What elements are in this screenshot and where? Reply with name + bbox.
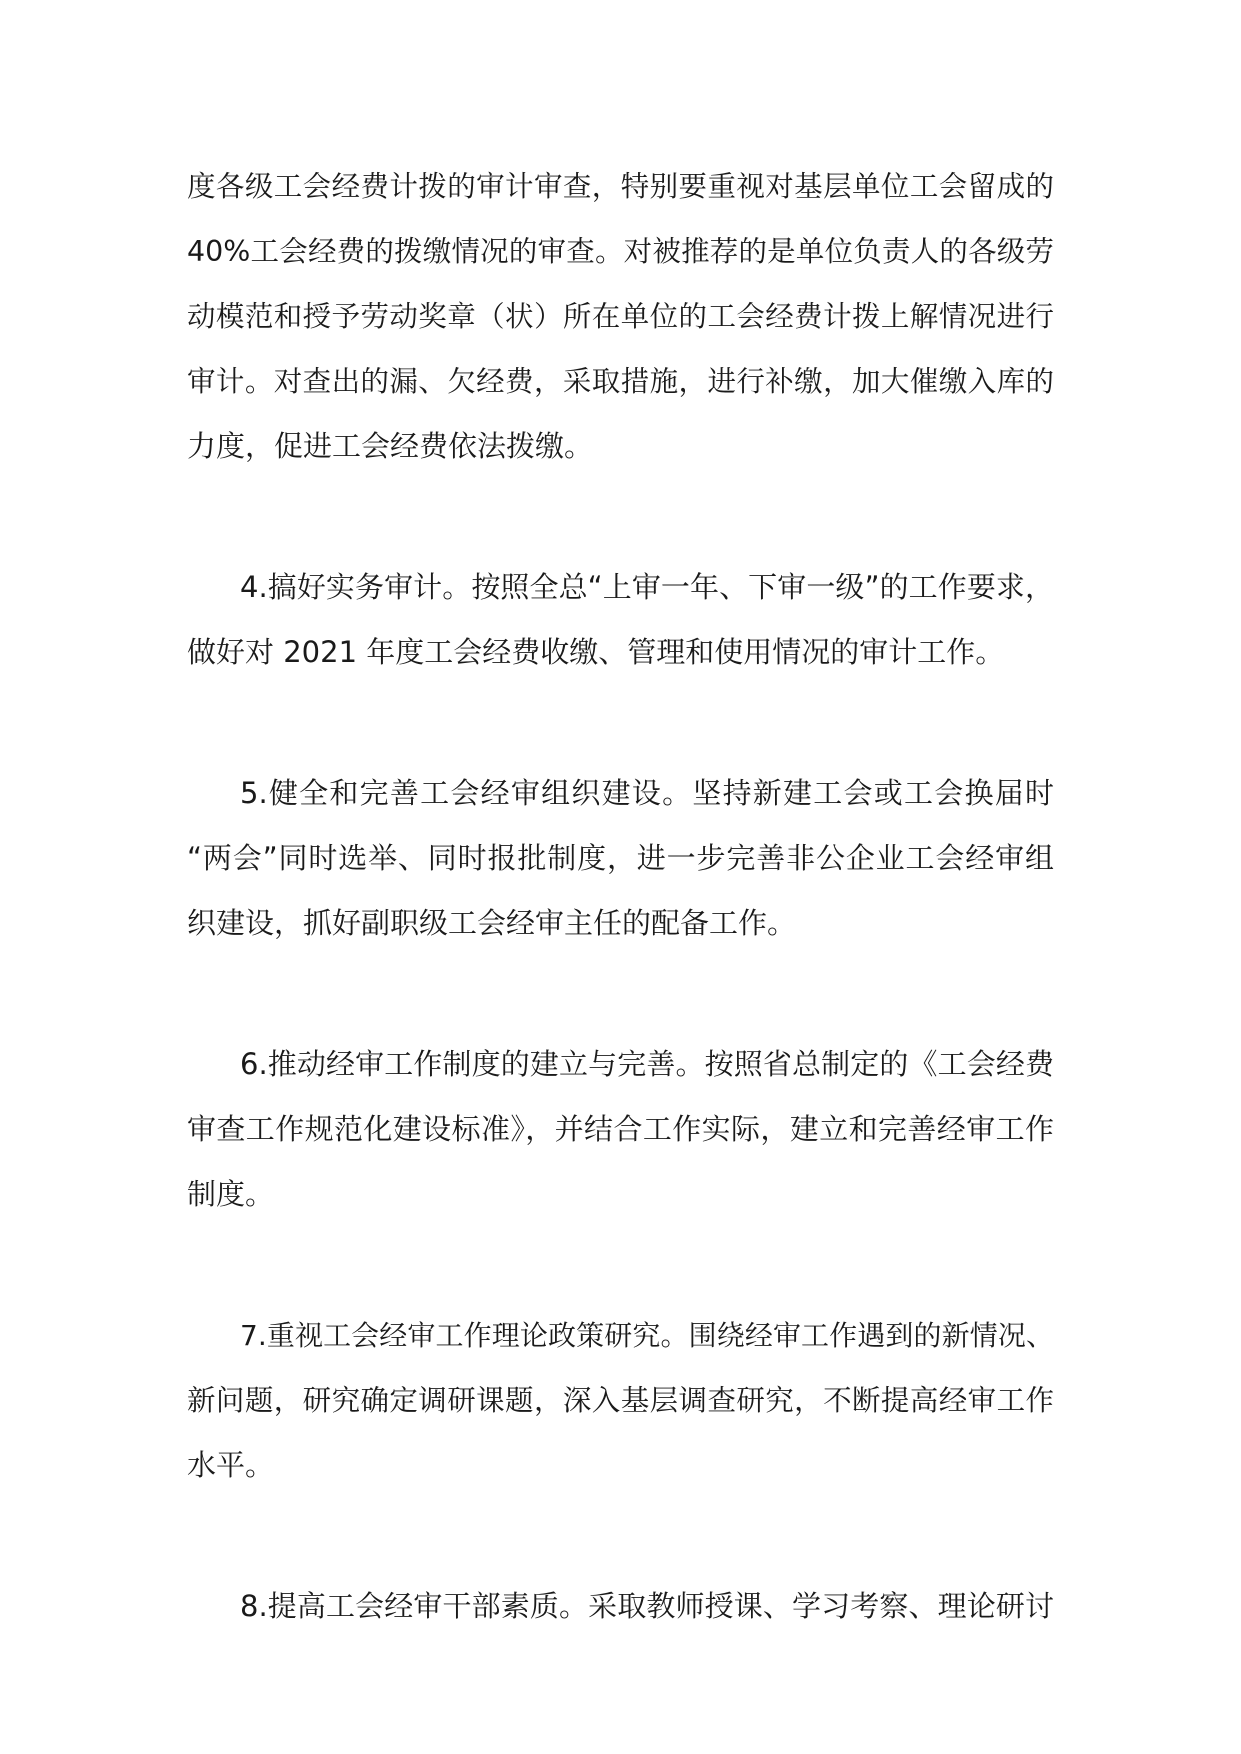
paragraph-item-7 bbox=[187, 1303, 1054, 1498]
paragraph-item-4 bbox=[187, 555, 1054, 685]
paragraph-item-8 bbox=[187, 1574, 1054, 1639]
text-line: 水平。 bbox=[187, 1448, 275, 1482]
text-line: 4.搞好实务审计。按照全总“上审一年、下审一级”的工作要求， bbox=[240, 570, 1054, 604]
paragraph-spacer bbox=[187, 479, 1054, 555]
document-body bbox=[187, 154, 1054, 1639]
paragraph-spacer bbox=[187, 1227, 1054, 1303]
text-line: 7.重视工会经审工作理论政策研究。围绕经审工作遇到的新情况、 bbox=[240, 1319, 1054, 1352]
paragraph-spacer bbox=[187, 1498, 1054, 1574]
paragraph-item-6 bbox=[187, 1032, 1054, 1227]
paragraph-spacer bbox=[187, 956, 1054, 1032]
paragraph-audit-review bbox=[187, 154, 1054, 479]
text-line: 5.健全和完善工会经审组织建设。坚持新建工会或工会换届时 bbox=[240, 776, 1054, 810]
text-line: 审计。对查出的漏、欠经费，采取措施，进行补缴，加大催缴入库的 bbox=[187, 365, 1054, 398]
text-line: 织建设，抓好副职级工会经审主任的配备工作。 bbox=[187, 906, 797, 940]
paragraph-item-5 bbox=[187, 761, 1054, 956]
text-line: 6.推动经审工作制度的建立与完善。按照省总制定的《工会经费 bbox=[240, 1047, 1054, 1081]
text-line: 新问题，研究确定调研课题，深入基层调查研究，不断提高经审工作 bbox=[187, 1384, 1054, 1417]
text-line: 动模范和授予劳动奖章（状）所在单位的工会经费计拨上解情况进行 bbox=[187, 300, 1054, 333]
text-line: 制度。 bbox=[187, 1177, 275, 1211]
text-line: 8.提高工会经审干部素质。采取教师授课、学习考察、理论研讨 bbox=[240, 1589, 1054, 1623]
text-line: 力度，促进工会经费依法拨缴。 bbox=[187, 429, 594, 463]
text-line: 做好对 2021 年度工会经费收缴、管理和使用情况的审计工作。 bbox=[187, 635, 1005, 669]
text-line: 审查工作规范化建设标准》，并结合工作实际，建立和完善经审工作 bbox=[187, 1112, 1054, 1146]
text-line: 40%工会经费的拨缴情况的审查。对被推荐的是单位负责人的各级劳 bbox=[187, 235, 1054, 268]
text-line: “两会”同时选举、同时报批制度，进一步完善非公企业工会经审组 bbox=[187, 841, 1054, 875]
paragraph-spacer bbox=[187, 685, 1054, 761]
text-line: 度各级工会经费计拨的审计审查，特别要重视对基层单位工会留成的 bbox=[187, 170, 1054, 203]
